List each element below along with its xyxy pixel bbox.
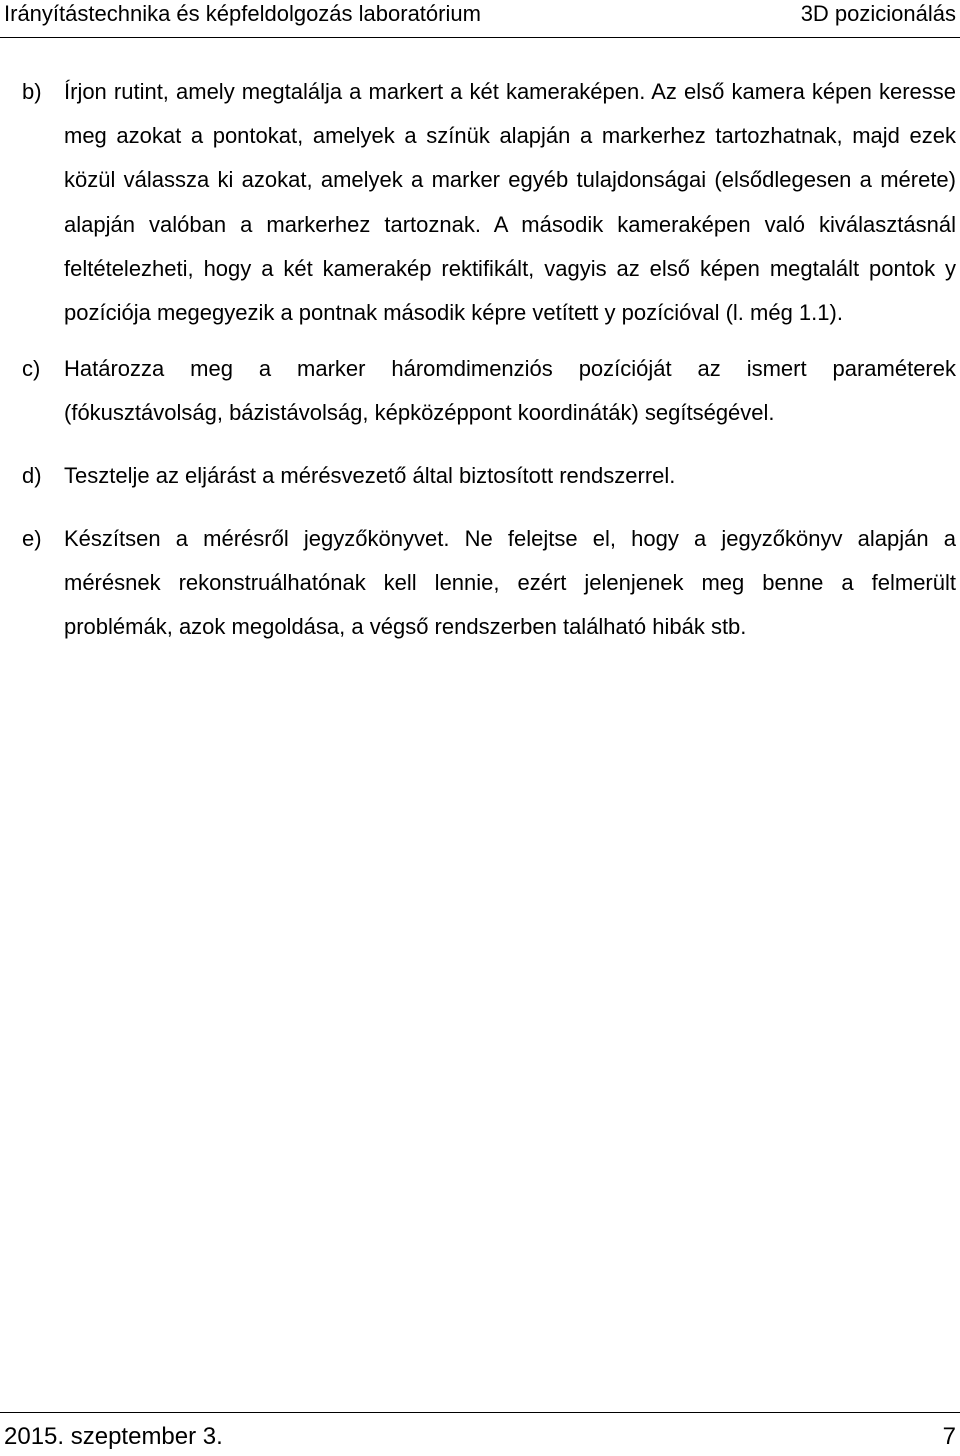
task-text: Készítsen a mérésről jegyzőkönyvet. Ne felejtse el, hogy a jegyzőkönyv alapján a mérésnek rekonstruálhatónak kell lennie, ezért jelenjenek meg benne a felmerült problémák, azok megoldása, a végső rendszerben található hibák stb.	[64, 525, 956, 640]
task-item-d	[0, 454, 956, 498]
task-marker: b)	[22, 79, 42, 104]
page-number: 7	[942, 1423, 956, 1450]
header-divider	[0, 37, 960, 38]
section-title: 3D pozicionálás	[800, 1, 956, 26]
task-list	[0, 70, 956, 649]
task-marker: e)	[22, 525, 42, 551]
course-title: Irányítástechnika és képfeldolgozás laboratórium	[4, 1, 481, 26]
task-text: Írjon rutint, amely megtalálja a markert a két kameraképen. Az első kamera képen keresse meg azokat a pontokat, amelyek a színük alapján a markerhez tartozhatnak, majd ezek közül válassza ki azokat, amelyek a marker egyéb tulajdonságai (elsődlegesen a mérete) alapján valóban a markerhez tartoznak. A második kameraképen való kiválasztásnál feltételezheti, hogy a két kamerakép rektifikált, vagyis az első képen megtalált pontok y pozíciója megegyezik a pontnak második képre vetített y pozícióval (l. még 1.1).	[64, 79, 956, 326]
task-marker: d)	[22, 462, 42, 488]
task-item-b	[0, 70, 956, 335]
task-marker: c)	[22, 356, 41, 382]
task-text: Határozza meg a marker háromdimenziós pozícióját az ismert paraméterek (fókusztávolság, bázistávolság, képközéppont koordináták) segítségével.	[64, 356, 956, 426]
task-item-c	[0, 347, 956, 435]
page-header	[0, 0, 960, 38]
task-text: Tesztelje az eljárást a mérésvezető által biztosított rendszerrel.	[64, 462, 676, 488]
page-footer	[0, 1412, 960, 1456]
footer-divider	[0, 1412, 960, 1413]
task-item-e	[0, 517, 956, 650]
footer-date: 2015. szeptember 3.	[4, 1423, 223, 1450]
